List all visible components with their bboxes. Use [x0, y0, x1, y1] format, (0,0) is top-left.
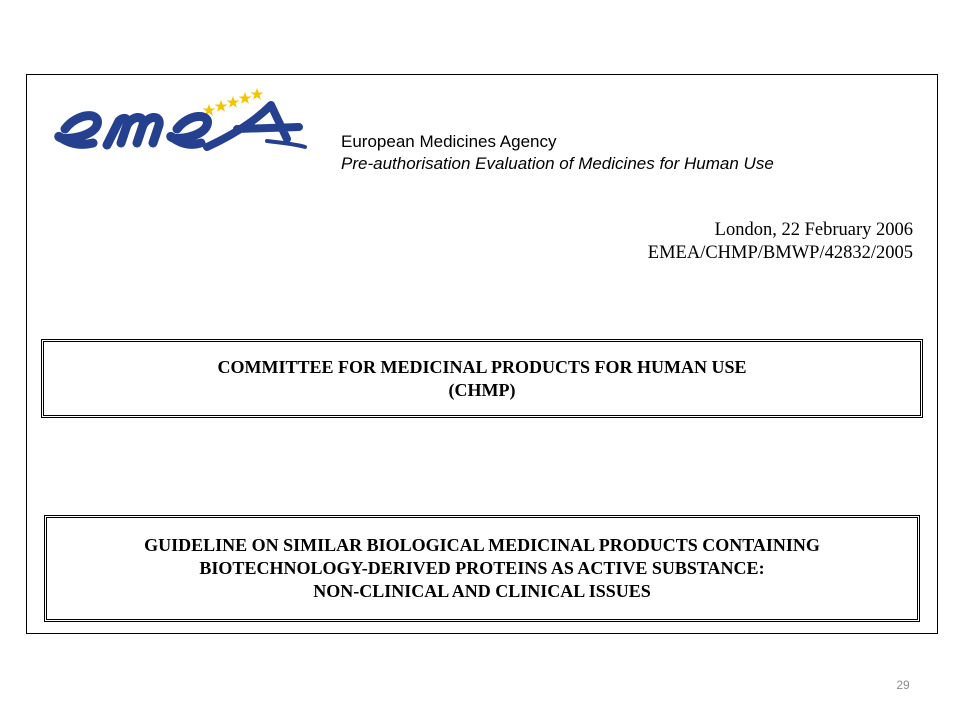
- document-page: [26, 74, 938, 634]
- star-icon: [215, 100, 228, 112]
- agency-unit: Pre-authorisation Evaluation of Medicines for Human Use: [341, 154, 774, 173]
- agency-name: European Medicines Agency: [341, 132, 557, 151]
- guideline-title-line-3: NON-CLINICAL AND CLINICAL ISSUES: [313, 581, 651, 601]
- emea-logo-graphic: [49, 81, 311, 165]
- star-icon: [251, 88, 264, 100]
- star-icons: [203, 88, 264, 116]
- committee-box: [41, 339, 923, 418]
- document-reference: EMEA/CHMP/BMWP/42832/2005: [647, 243, 913, 263]
- place-date: London, 22 February 2006: [714, 220, 913, 240]
- guideline-title-line-2: BIOTECHNOLOGY-DERIVED PROTEINS AS ACTIVE SUBSTANCE:: [199, 558, 765, 578]
- star-icon: [227, 96, 240, 108]
- committee-acronym: (CHMP): [448, 379, 516, 400]
- agency-header: [341, 131, 774, 175]
- dateline: [648, 219, 913, 265]
- emea-logo: [49, 81, 311, 165]
- star-icon: [239, 92, 252, 104]
- committee-title: COMMITTEE FOR MEDICINAL PRODUCTS FOR HUMAN USE: [217, 356, 747, 377]
- guideline-title-line-1: GUIDELINE ON SIMILAR BIOLOGICAL MEDICINAL PRODUCTS CONTAINING: [144, 535, 820, 555]
- guideline-title-box: [44, 515, 920, 622]
- slide-page-number: 29: [896, 678, 910, 692]
